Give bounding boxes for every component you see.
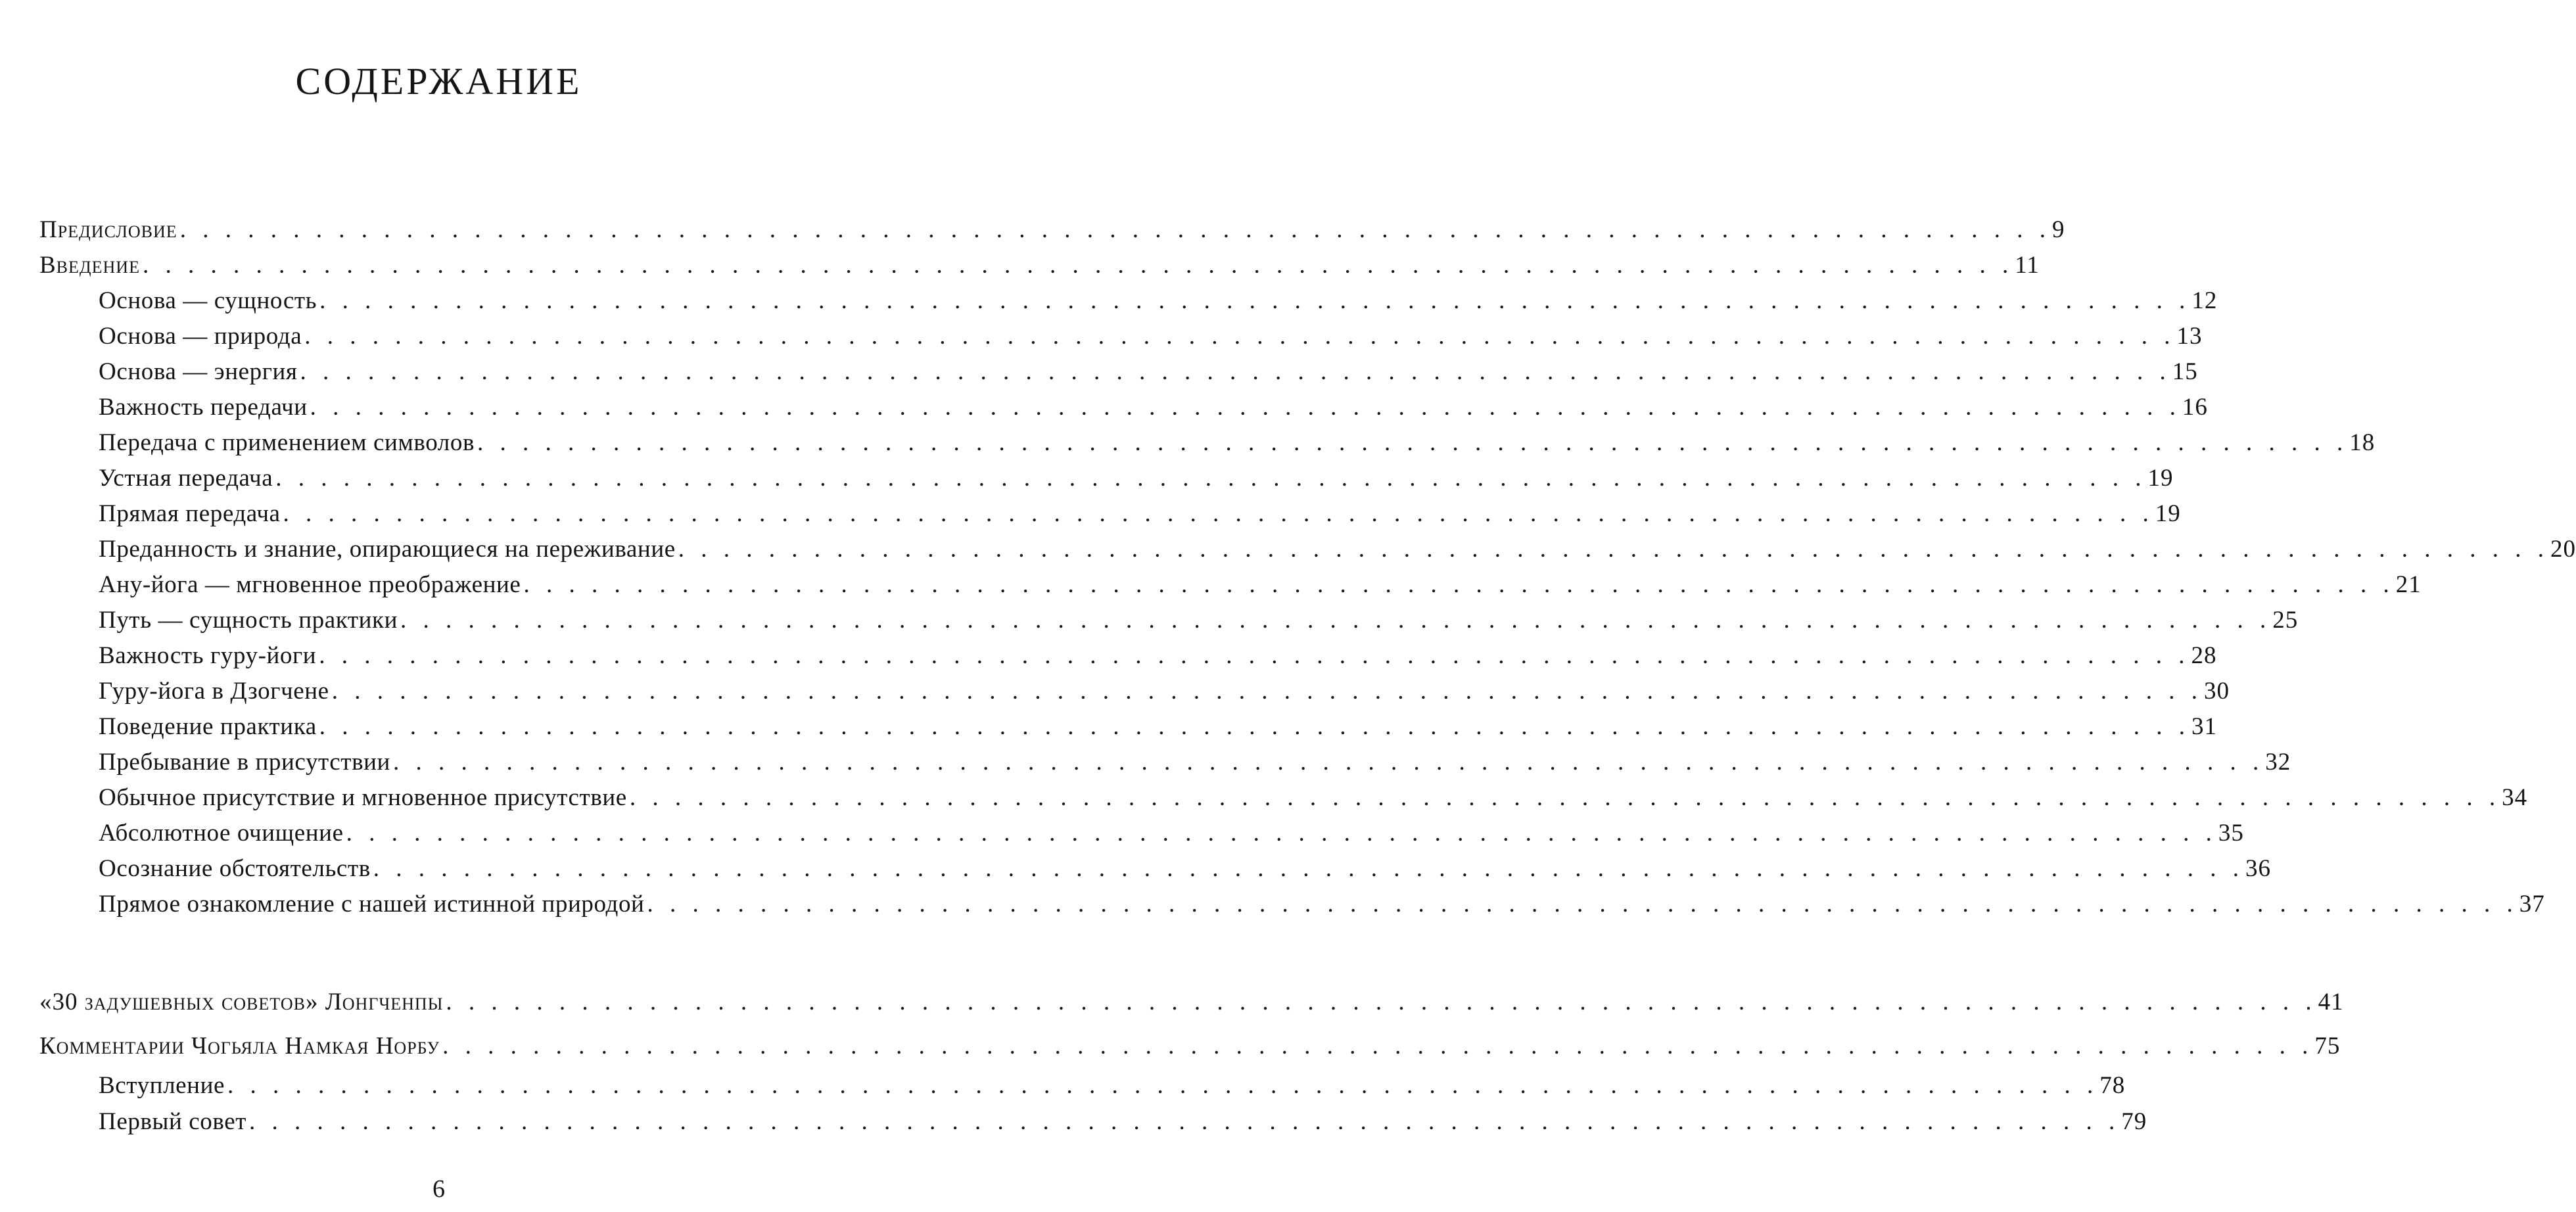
toc-entry (99, 748, 2291, 777)
page-title: СОДЕРЖАНИЕ (295, 60, 582, 103)
toc-entry (99, 606, 2299, 635)
toc-dot-leader: . . . . . . . . . . . . . . . . . . . . . . . . . . . . . . . . . . . . . . . . . . . . . . . . . . . . . . . . . . . . . . . . . . . . . . . . . . . . . . . . . . . (523, 571, 2395, 598)
toc-dot-leader: . . . . . . . . . . . . . . . . . . . . . . . . . . . . . . . . . . . . . . . . . . . . . . . . . . . . . . . . . . . . . . . . . . . . . . . . . . . . . . . . . . . (319, 287, 2191, 314)
toc-entry-page: 16 (2182, 394, 2208, 421)
toc-entry-page: 18 (2349, 429, 2376, 456)
toc-entry-title: Предисловие (39, 216, 177, 243)
toc-entry-page: 15 (2172, 358, 2198, 385)
toc-entry-title: Гуру-йога в Дзогчене (99, 678, 329, 705)
toc-entry-page: 30 (2203, 678, 2230, 705)
toc-entry (99, 641, 2217, 670)
toc-entry-title: Путь — сущность практики (99, 607, 398, 634)
toc-entry (99, 535, 2576, 564)
toc-entry-page: 35 (2218, 820, 2244, 847)
toc-dot-leader: . . . . . . . . . . . . . . . . . . . . . . . . . . . . . . . . . . . . . . . . . . . . . . . . . . . . . . . . . . . . . . . . . . . . . . . . . . . . . . . . . . . (477, 429, 2349, 456)
toc-entry-title: Комментарии Чогьяла Намкая Норбу (39, 1033, 440, 1060)
toc-entry-title: Прямая передача (99, 500, 281, 527)
toc-entry (99, 854, 2272, 883)
toc-dot-leader: . . . . . . . . . . . . . . . . . . . . . . . . . . . . . . . . . . . . . . . . . . . . . . . . . . . . . . . . . . . . . . . . . . . . . . . . . . . . . . . . . . . (283, 500, 2154, 527)
toc-entry-title: Осознание обстоятельств (99, 855, 371, 882)
toc-dot-leader: . . . . . . . . . . . . . . . . . . . . . . . . . . . . . . . . . . . . . . . . . . . . . . . . . . . . . . . . . . . . . . . . . . . . . . . . . . . . . . . . . . . (319, 642, 2190, 669)
toc-entry (99, 571, 2422, 599)
toc-dot-leader: . . . . . . . . . . . . . . . . . . . . . . . . . . . . . . . . . . . . . . . . . . . . . . . . . . . . . . . . . . . . . . . . . . . . . . . . . . . . . . . . . . . (331, 678, 2203, 705)
toc-entry-title: Ану-йога — мгновенное преображение (99, 571, 521, 598)
toc-dot-leader: . . . . . . . . . . . . . . . . . . . . . . . . . . . . . . . . . . . . . . . . . . . . . . . . . . . . . . . . . . . . . . . . . . . . . . . . . . . . . . . . . . . (179, 216, 2051, 243)
toc-dot-leader: . . . . . . . . . . . . . . . . . . . . . . . . . . . . . . . . . . . . . . . . . . . . . . . . . . . . . . . . . . . . . . . . . . . . . . . . . . . . . . . . . . . (392, 749, 2264, 776)
toc-dot-leader: . . . . . . . . . . . . . . . . . . . . . . . . . . . . . . . . . . . . . . . . . . . . . . . . . . . . . . . . . . . . . . . . . . . . . . . . . . . . . . . . . . . (442, 1033, 2314, 1060)
toc-dot-leader: . . . . . . . . . . . . . . . . . . . . . . . . . . . . . . . . . . . . . . . . . . . . . . . . . . . . . . . . . . . . . . . . . . . . . . . . . . . . . . . . . . . (446, 989, 2317, 1015)
toc-entry-page: 79 (2121, 1108, 2147, 1135)
toc-entry-page: 75 (2314, 1033, 2341, 1060)
toc-entry-title: Пребывание в присутствии (99, 749, 390, 776)
toc-entry-page: 9 (2051, 216, 2065, 243)
toc-entry-title: Обычное присутствие и мгновенное присутствие (99, 784, 627, 811)
toc-dot-leader: . . . . . . . . . . . . . . . . . . . . . . . . . . . . . . . . . . . . . . . . . . . . . . . . . . . . . . . . . . . . . . . . . . . . . . . . . . . . . . . . . . . (227, 1072, 2099, 1099)
toc-entry-page: 13 (2176, 323, 2203, 350)
toc-entry (99, 712, 2217, 741)
toc-entry-page: 21 (2395, 571, 2422, 598)
toc-entry-page: 31 (2191, 713, 2217, 740)
toc-entry (99, 464, 2174, 493)
toc-entry-page: 20 (2550, 536, 2576, 563)
toc-entry-page: 19 (2155, 500, 2181, 527)
toc-dot-leader: . . . . . . . . . . . . . . . . . . . . . . . . . . . . . . . . . . . . . . . . . . . . . . . . . . . . . . . . . . . . . . . . . . . . . . . . . . . . . . . . . . . (249, 1108, 2120, 1135)
toc-dot-leader: . . . . . . . . . . . . . . . . . . . . . . . . . . . . . . . . . . . . . . . . . . . . . . . . . . . . . . . . . . . . . . . . . . . . . . . . . . . . . . . . . . . (310, 394, 2181, 421)
toc-entry-page: 32 (2265, 749, 2291, 776)
toc-entry-title: Устная передача (99, 465, 273, 492)
toc-entry (99, 358, 2198, 386)
toc-entry (39, 216, 2065, 245)
toc-entry-title: Передача с применением символов (99, 429, 475, 456)
toc-entry-title: Основа — природа (99, 323, 302, 350)
toc-entry-page: 78 (2099, 1072, 2126, 1099)
toc-entry-page: 12 (2191, 287, 2218, 314)
toc-entry-page: 28 (2191, 642, 2217, 669)
toc-dot-leader: . . . . . . . . . . . . . . . . . . . . . . . . . . . . . . . . . . . . . . . . . . . . . . . . . . . . . . . . . . . . . . . . . . . . . . . . . . . . . . . . . . . (346, 820, 2217, 847)
toc-entry-title: Основа — энергия (99, 358, 298, 385)
toc-entry (99, 677, 2230, 706)
toc-entry (99, 500, 2181, 528)
toc-entry (99, 393, 2208, 422)
toc-entry (99, 890, 2545, 919)
toc-entry-title: Первый совет (99, 1108, 246, 1135)
toc-entry (99, 287, 2218, 315)
toc-entry-page: 36 (2245, 855, 2272, 882)
toc-entry-page: 34 (2502, 784, 2528, 811)
toc-entry-page: 25 (2272, 607, 2299, 634)
toc-dot-leader: . . . . . . . . . . . . . . . . . . . . . . . . . . . . . . . . . . . . . . . . . . . . . . . . . . . . . . . . . . . . . . . . . . . . . . . . . . . . . . . . . . . (300, 358, 2171, 385)
toc-entry-title: Важность передачи (99, 394, 308, 421)
toc-entry-title: Вступление (99, 1072, 225, 1099)
toc-entry-title: Введение (39, 252, 140, 279)
toc-entry (39, 251, 2040, 280)
toc-dot-leader: . . . . . . . . . . . . . . . . . . . . . . . . . . . . . . . . . . . . . . . . . . . . . . . . . . . . . . . . . . . . . . . . . . . . . . . . . . . . . . . . . . . (400, 607, 2272, 634)
toc-entry-title: Важность гуру-йоги (99, 642, 317, 669)
toc-entry (99, 783, 2528, 812)
toc-entry (99, 322, 2203, 351)
toc-entry (99, 819, 2244, 848)
toc-entry-title: Прямое ознакомление с нашей истинной природой (99, 891, 645, 918)
toc-dot-leader: . . . . . . . . . . . . . . . . . . . . . . . . . . . . . . . . . . . . . . . . . . . . . . . . . . . . . . . . . . . . . . . . . . . . . . . . . . . . . . . . . . . (647, 891, 2518, 918)
page-number: 6 (433, 1175, 445, 1203)
toc-dot-leader: . . . . . . . . . . . . . . . . . . . . . . . . . . . . . . . . . . . . . . . . . . . . . . . . . . . . . . . . . . . . . . . . . . . . . . . . . . . . . . . . . . . (629, 784, 2501, 811)
toc-entry (99, 429, 2376, 457)
toc-entry-page: 41 (2318, 989, 2344, 1015)
toc-entry-title: Абсолютное очищение (99, 820, 344, 847)
toc-entry (99, 1107, 2147, 1136)
toc-entry-page: 37 (2519, 891, 2545, 918)
toc-entry-title: Преданность и знание, опирающиеся на переживание (99, 536, 676, 563)
toc-entry (39, 988, 2344, 1017)
toc-dot-leader: . . . . . . . . . . . . . . . . . . . . . . . . . . . . . . . . . . . . . . . . . . . . . . . . . . . . . . . . . . . . . . . . . . . . . . . . . . . . . . . . . . . (275, 465, 2147, 492)
toc-entry-page: 19 (2147, 465, 2174, 492)
toc-entry-title: Поведение практика (99, 713, 317, 740)
toc-dot-leader: . . . . . . . . . . . . . . . . . . . . . . . . . . . . . . . . . . . . . . . . . . . . . . . . . . . . . . . . . . . . . . . . . . . . . . . . . . . . . . . . . . . (142, 252, 2014, 279)
toc-entry-title: «30 задушевных советов» Лонгченпы (39, 989, 444, 1015)
toc-dot-leader: . . . . . . . . . . . . . . . . . . . . . . . . . . . . . . . . . . . . . . . . . . . . . . . . . . . . . . . . . . . . . . . . . . . . . . . . . . . . . . . . . . . (678, 536, 2550, 563)
toc-dot-leader: . . . . . . . . . . . . . . . . . . . . . . . . . . . . . . . . . . . . . . . . . . . . . . . . . . . . . . . . . . . . . . . . . . . . . . . . . . . . . . . . . . . (319, 713, 2190, 740)
toc-dot-leader: . . . . . . . . . . . . . . . . . . . . . . . . . . . . . . . . . . . . . . . . . . . . . . . . . . . . . . . . . . . . . . . . . . . . . . . . . . . . . . . . . . . (373, 855, 2245, 882)
toc-dot-leader: . . . . . . . . . . . . . . . . . . . . . . . . . . . . . . . . . . . . . . . . . . . . . . . . . . . . . . . . . . . . . . . . . . . . . . . . . . . . . . . . . . . (304, 323, 2176, 350)
toc-entry (39, 1032, 2341, 1061)
toc-entry-title: Основа — сущность (99, 287, 317, 314)
toc-entry (99, 1071, 2126, 1100)
toc-entry-page: 11 (2015, 252, 2040, 279)
